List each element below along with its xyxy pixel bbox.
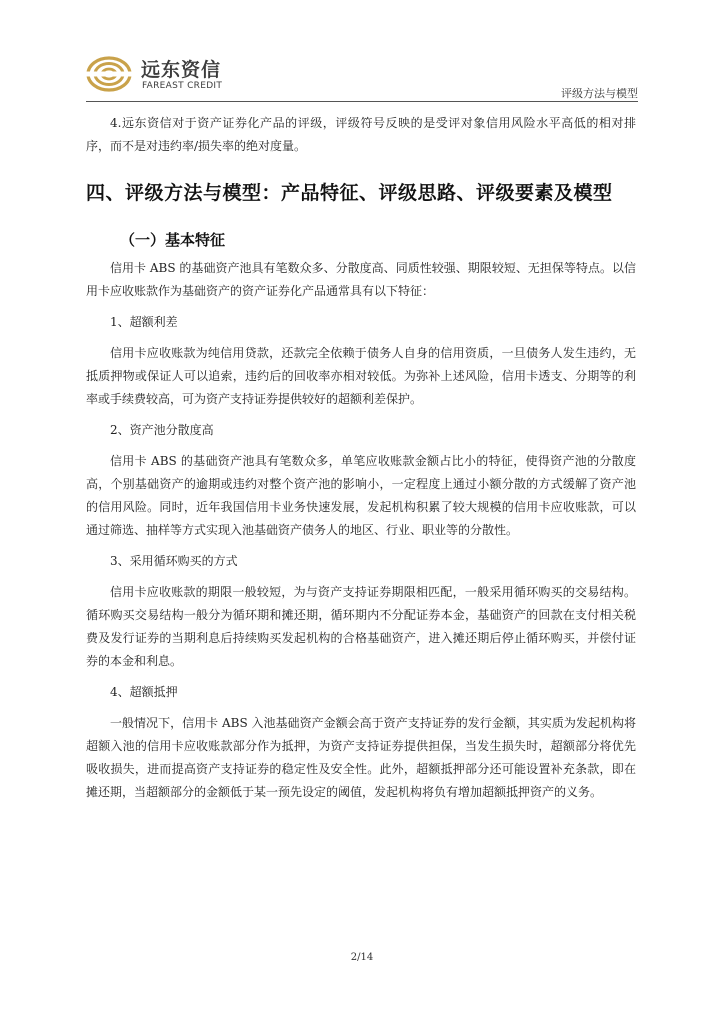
- feature-text: 信用卡 ABS 的基础资产池具有笔数众多，单笔应收账款金额占比小的特征，使得资产池的分散度高，个别基础资产的逾期或违约对整个资产池的影响小，一定程度上通过小额分散的方式缓解了资产池的信用风险。同时，近年我国信用卡业务快速发展，发起机构积累了较大规模的信用卡应收账款，可以通过筛选、抽样等方式实现入池基础资产债务人的地区、行业、职业等的分散性。: [86, 454, 636, 537]
- page-header: [86, 52, 638, 102]
- feature-text: 信用卡应收账款为纯信用贷款，还款完全依赖于债务人自身的信用资质，一旦债务人发生违约，无抵质押物或保证人可以追索，违约后的回收率亦相对较低。为弥补上述风险，信用卡透支、分期等的利率或手续费较高，可为资产支持证券提供较好的超额利差保护。: [86, 346, 636, 406]
- feature-text: 一般情况下，信用卡 ABS 入池基础资产金额会高于资产支持证券的发行金额，其实质为发起机构将超额入池的信用卡应收账款部分作为抵押，为资产支持证券提供担保，当发生损失时，超额部分将优先吸收损失，进而提高资产支持证券的稳定性及安全性。此外，超额抵押部分还可能设置补充条款，即在摊还期，当超额部分的金额低于某一预先设定的阈值，发起机构将负有增加超额抵押资产的义务。: [86, 716, 636, 799]
- page-content: [86, 112, 636, 804]
- feature-title: 4、超额抵押: [110, 685, 178, 699]
- subsection-heading: （一）基本特征: [120, 231, 226, 249]
- header-divider: [86, 101, 638, 102]
- feature-title: 1、超额利差: [110, 315, 178, 329]
- fareast-logo-icon: [86, 54, 132, 94]
- feature-title: 2、资产池分散度高: [110, 423, 214, 437]
- page-number: 2/14: [350, 952, 374, 963]
- feature-title: 3、采用循环购买的方式: [110, 554, 238, 568]
- feature-text: 信用卡应收账款的期限一般较短，为与资产支持证券期限相匹配，一般采用循环购买的交易结构。循环购买交易结构一般分为循环期和摊还期，循环期内不分配证券本金，基础资产的回款在支付相关税费及发行证券的当期利息后持续购买发起机构的合格基础资产，进入摊还期后停止循环购买，并偿付证券的本金和利息。: [86, 585, 636, 668]
- brand-name-en: FAREAST CREDIT: [142, 81, 223, 91]
- section-heading: 四、评级方法与模型：产品特征、评级思路、评级要素及模型: [86, 182, 613, 204]
- header-section-title: 评级方法与模型: [561, 87, 638, 100]
- intro-paragraph: 4.远东资信对于资产证券化产品的评级，评级符号反映的是受评对象信用风险水平高低的相对排序，而不是对违约率/损失率的绝对度量。: [86, 116, 636, 153]
- brand-name-cn: 远东资信: [141, 59, 222, 81]
- overview-paragraph: 信用卡 ABS 的基础资产池具有笔数众多、分散度高、同质性较强、期限较短、无担保等特点。以信用卡应收账款作为基础资产的资产证券化产品通常具有以下特征：: [86, 261, 636, 298]
